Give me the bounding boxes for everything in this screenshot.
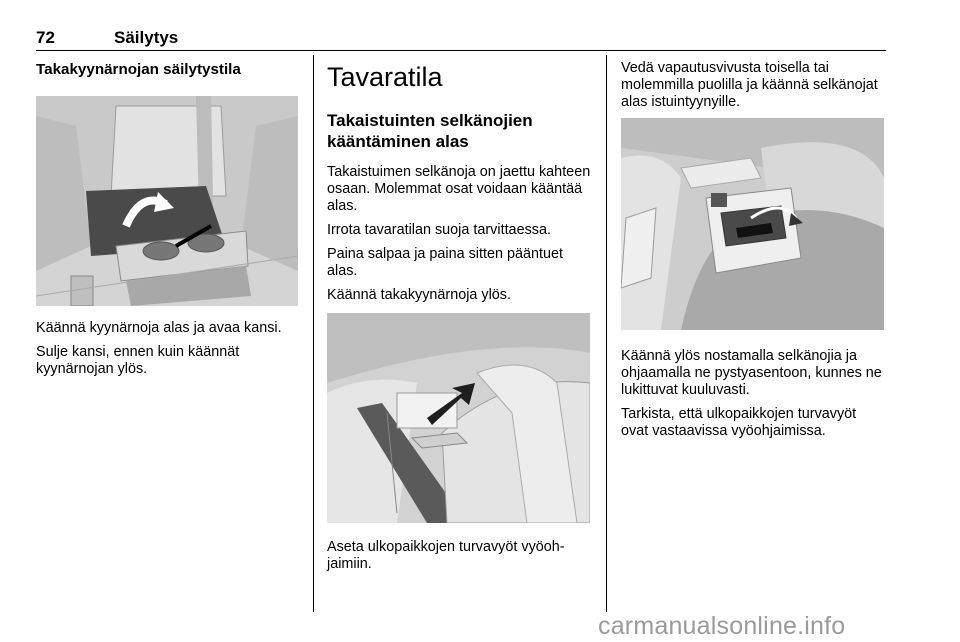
armrest-storage-illustration [36,96,298,306]
headrest-latch-illustration [327,313,590,523]
header-rule [36,50,886,51]
paragraph: Takaistuimen selkänoja on jaettu kahteen osaan. Molemmat osat voidaan kääntää alas. [327,164,591,214]
paragraph: Vedä vapautusvivusta toisella tai molemmilla puolilla ja käännä selkänojat alas istuintyynyille. [621,60,878,110]
subsection-heading: Takaistuinten selkänojien kääntäminen alas [327,111,533,151]
watermark: carmanualsonline.info [598,612,846,640]
page-header [36,28,886,50]
paragraph: Irrota tavaratilan suoja tarvittaessa. [327,222,551,238]
column-1 [36,60,301,385]
release-lever-illustration [621,118,884,330]
paragraph: Sulje kansi, ennen kuin käännät kyynärnojan ylös. [36,344,240,377]
page-number: 72 [36,28,55,47]
paragraph: Käännä ylös nostamalla selkänojia ja ohjaamalla ne pystyasentoon, kunnes ne lukittuvat kuuluvasti. [621,348,882,398]
column-divider-2 [606,55,607,612]
section-title: Säilytys [114,28,179,47]
paragraph: Käännä takakyynärnoja ylös. [327,287,511,303]
paragraph: Paina salpaa ja paina sitten pääntuet alas. [327,246,564,279]
column-2 [327,60,592,580]
caption: Aseta ulkopaikkojen turvavyöt vyöohjaimiin. [327,539,565,572]
paragraph: Tarkista, että ulkopaikkojen turvavyöt ovat vastaavissa vyöohjaimissa. [621,406,857,439]
armrest-storage-heading: Takakyynärnojan säilytystila [36,61,241,78]
column-divider-1 [313,55,314,612]
section-heading: Tavaratila [327,62,443,92]
column-3 [621,60,887,447]
paragraph: Käännä kyynärnoja alas ja avaa kansi. [36,320,282,336]
